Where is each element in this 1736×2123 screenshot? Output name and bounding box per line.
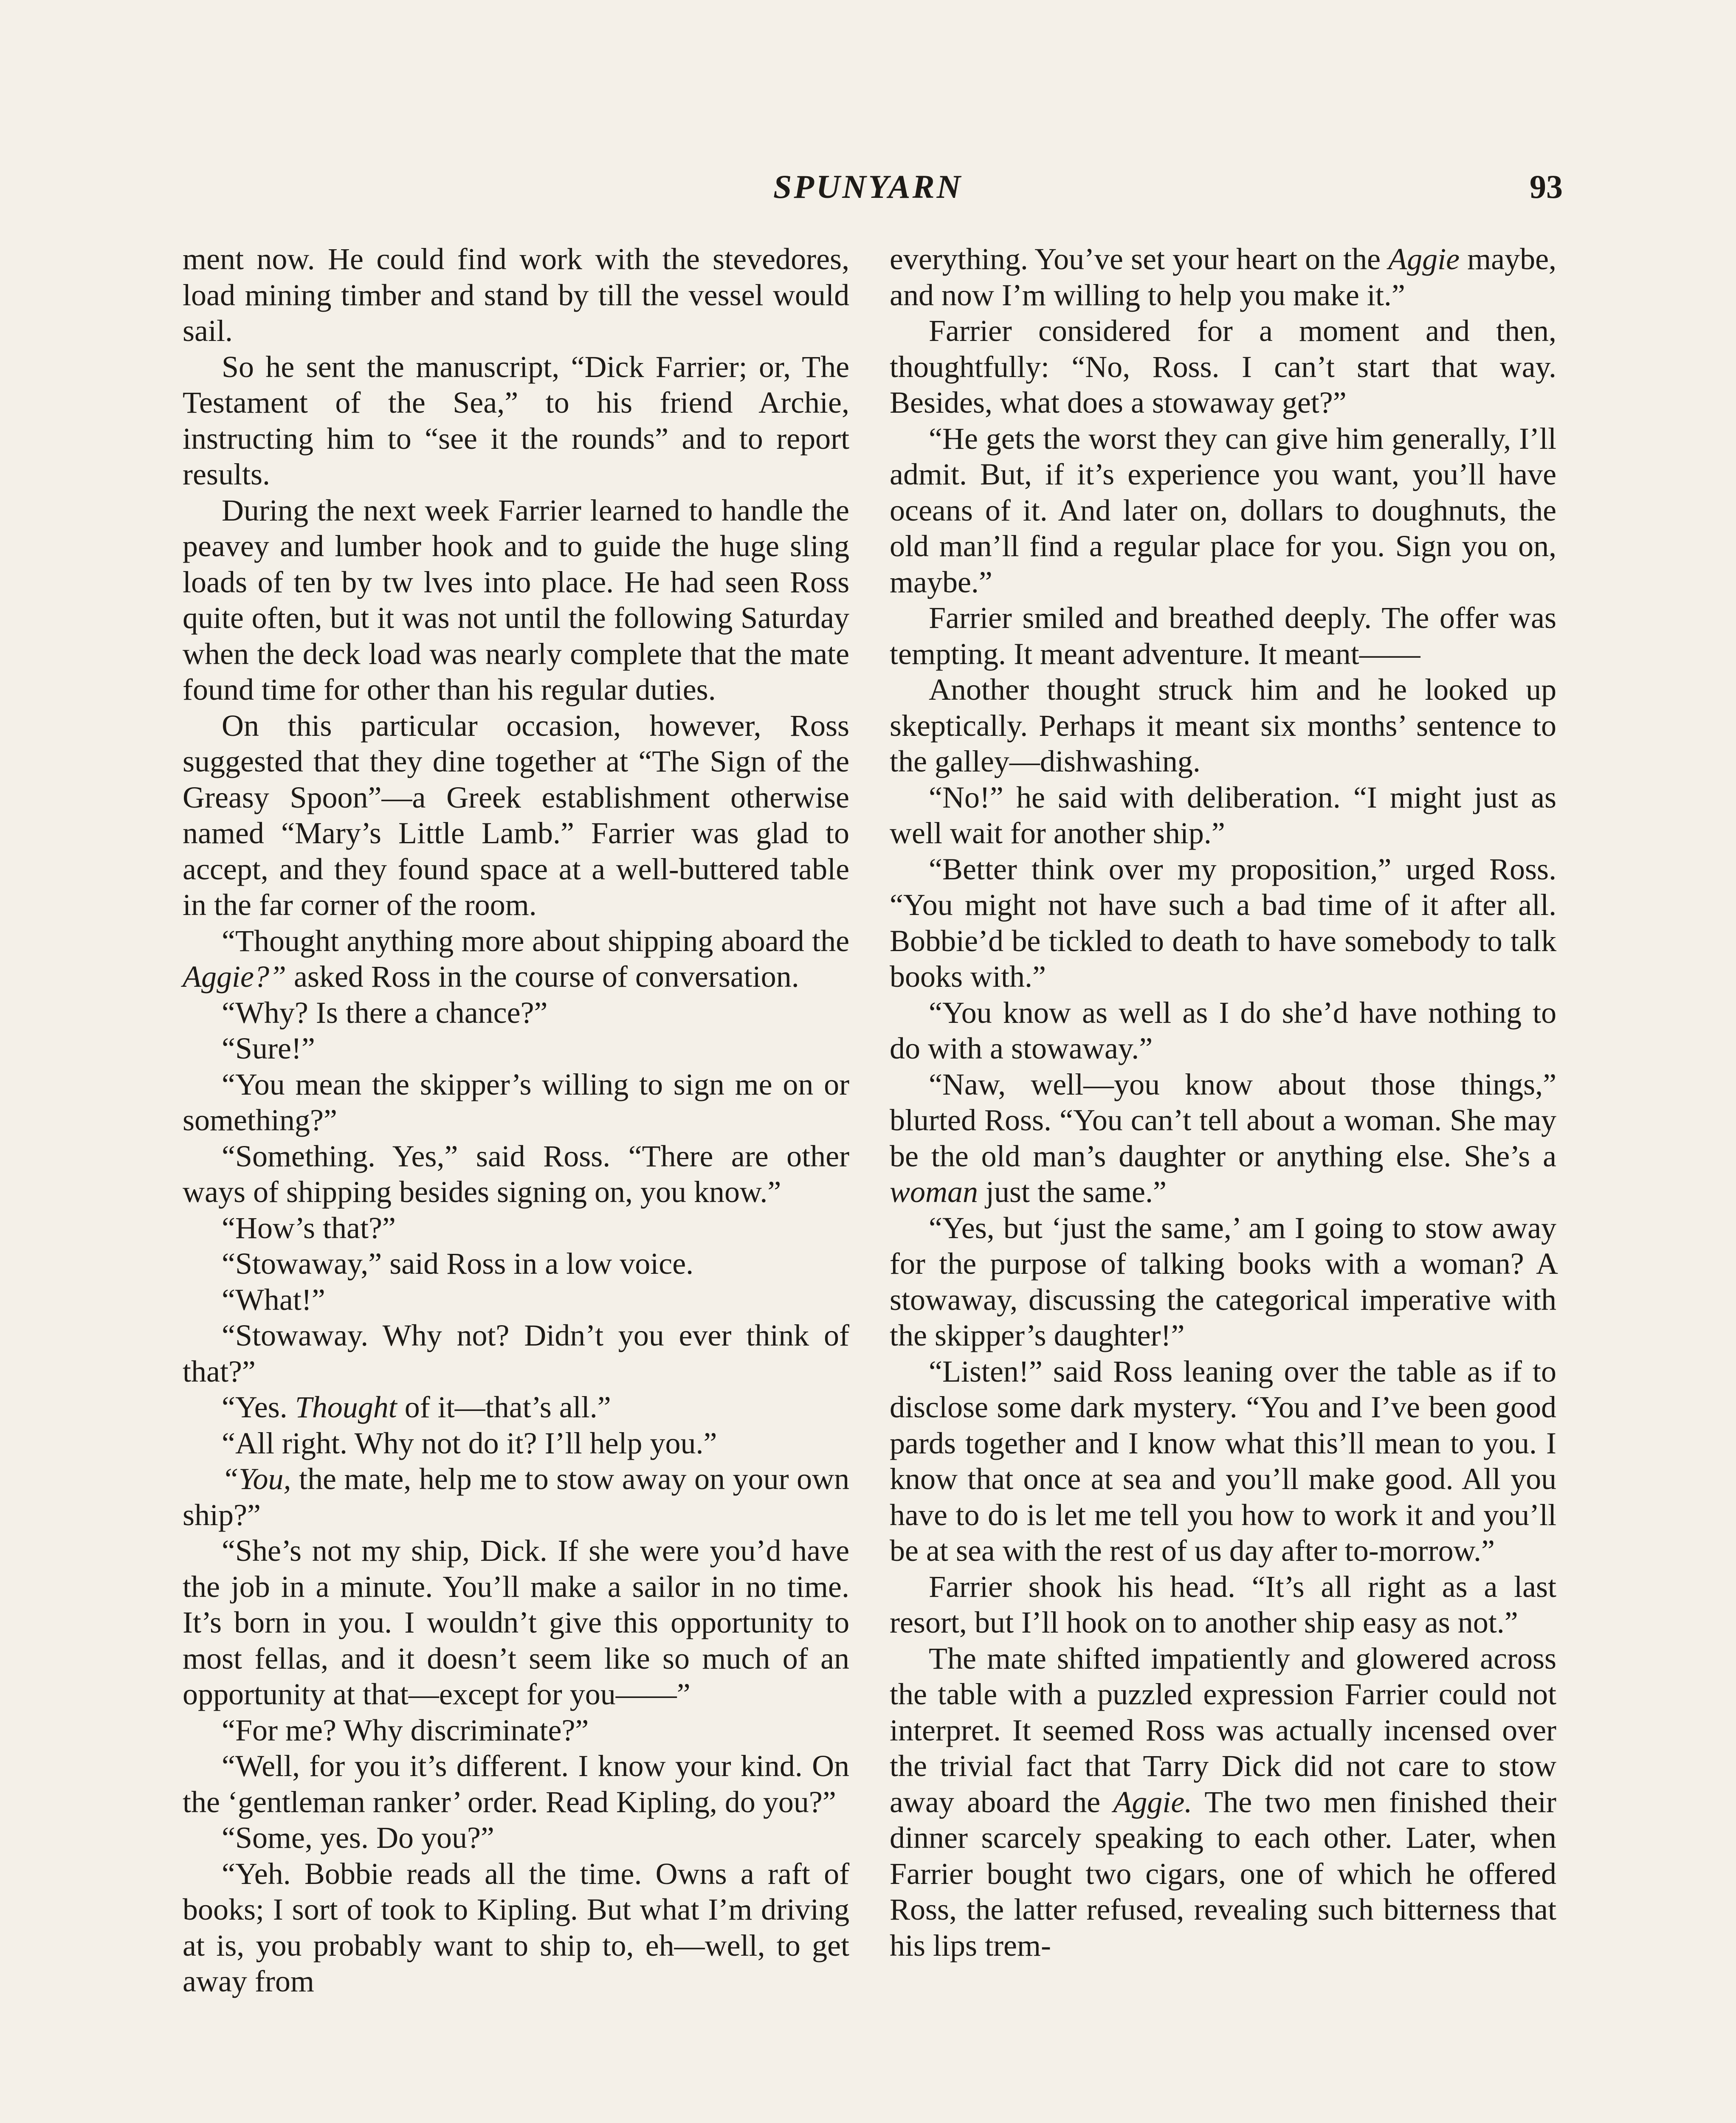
- paragraph: The mate shifted impatiently and glowered across the table with a puzzled expression Farrier could not interpret. It seemed Ross was actually incensed over the trivial fact that Tarry Dick did not care to stow away aboard the Aggie. The two men finished their dinner scarcely speaking to each other. Later, when Farrier bought two cigars, one of which he offered Ross, the latter refused, revealing such bitterness that his lips trem-: [890, 1641, 1557, 1963]
- running-header-title: SPUNYARN: [773, 168, 963, 205]
- paragraph: Another thought struck him and he looked up skeptically. Perhaps it meant six months’ sentence to the galley—dishwashing.: [890, 673, 1557, 778]
- paragraph: “You know as well as I do she’d have nothing to do with a stowaway.”: [890, 995, 1557, 1065]
- text-column-left: [183, 241, 849, 1999]
- paragraph: Farrier shook his head. “It’s all right as a last resort, but I’ll hook on to another ship easy as not.”: [890, 1569, 1557, 1639]
- paragraph: “Yeh. Bobbie reads all the time. Owns a raft of books; I sort of took to Kipling. But what I’m driving at is, you probably want to ship to, eh—well, to get away from: [183, 1856, 850, 1998]
- paragraph: Farrier considered for a moment and then, thoughtfully: “No, Ross. I can’t start that way. Besides, what does a stowaway get?”: [890, 314, 1557, 420]
- paragraph: “Something. Yes,” said Ross. “There are other ways of shipping besides signing on, you know.”: [183, 1139, 850, 1209]
- paragraph: “How’s that?”: [222, 1211, 396, 1245]
- paragraph: “Naw, well—you know about those things,” blurted Ross. “You can’t tell about a woman. She may be the old man’s daughter or anything else. She’s a woman just the same.”: [890, 1067, 1557, 1209]
- paragraph: So he sent the manuscript, “Dick Farrier; or, The Testament of the Sea,” to his friend Archie, instructing him to “see it the rounds” and to report results.: [183, 349, 850, 491]
- paragraph: “All right. Why not do it? I’ll help you.”: [222, 1426, 717, 1460]
- page-number: 93: [1530, 168, 1563, 205]
- paragraph: “Thought anything more about shipping aboard the Aggie?” asked Ross in the course of conversation.: [183, 924, 850, 994]
- paragraph: On this particular occasion, however, Ross suggested that they dine together at “The Sign of the Greasy Spoon”—a Greek establishment otherwise named “Mary’s Little Lamb.” Farrier was glad to accept, and they found space at a well-buttered table in the far corner of the room.: [183, 708, 850, 922]
- paragraph: everything. You’ve set your heart on the Aggie maybe, and now I’m willing to help you make it.”: [890, 242, 1557, 312]
- paragraph: “Better think over my proposition,” urged Ross. “You might not have such a bad time of it after all. Bobbie’d be tickled to death to have somebody to talk books with.”: [890, 852, 1557, 994]
- paragraph: “Sure!”: [222, 1031, 315, 1065]
- text-column-right: [890, 241, 1556, 1963]
- paragraph: “For me? Why discriminate?”: [222, 1713, 589, 1747]
- paragraph: “You, the mate, help me to stow away on your own ship?”: [183, 1462, 850, 1532]
- paragraph: “She’s not my ship, Dick. If she were you’d have the job in a minute. You’ll make a sailor in no time. It’s born in you. I wouldn’t give this opportunity to most fellas, and it doesn’t seem like so much of an opportunity at that—except for you——”: [183, 1534, 850, 1711]
- paragraph: Farrier smiled and breathed deeply. The offer was tempting. It meant adventure. It meant——: [890, 601, 1557, 671]
- paragraph: “Why? Is there a chance?”: [222, 995, 548, 1030]
- paragraph: “Some, yes. Do you?”: [222, 1821, 494, 1855]
- paragraph: “Yes. Thought of it—that’s all.”: [222, 1390, 611, 1424]
- paragraph: ment now. He could find work with the stevedores, load mining timber and stand by till the vessel would sail.: [183, 242, 850, 348]
- paragraph: “Listen!” said Ross leaning over the table as if to disclose some dark mystery. “You and I’ve been good pards together and I know what this’ll mean to you. I know that once at sea and you’ll make good. All you have to do is let me tell you how to work it and you’ll be at sea with the rest of us day after to-morrow.”: [890, 1354, 1557, 1568]
- paragraph: “Stowaway,” said Ross in a low voice.: [222, 1247, 694, 1281]
- paragraph: During the next week Farrier learned to handle the peavey and lumber hook and to guide the huge sling loads of ten by tw lves into place. He had seen Ross quite often, but it was not until the following Saturday when the deck load was nearly complete that the mate found time for other than his regular duties.: [183, 493, 850, 707]
- paragraph: “You mean the skipper’s willing to sign me on or something?”: [183, 1067, 850, 1137]
- paragraph: “Stowaway. Why not? Didn’t you ever think of that?”: [183, 1318, 850, 1388]
- paragraph: “Well, for you it’s different. I know your kind. On the ‘gentleman ranker’ order. Read Kipling, do you?”: [183, 1749, 850, 1819]
- paragraph: “What!”: [222, 1282, 325, 1317]
- paragraph: “He gets the worst they can give him generally, I’ll admit. But, if it’s experience you want, you’ll have oceans of it. And later on, dollars to doughnuts, the old man’ll find a regular place for you. Sign you on, maybe.”: [890, 421, 1557, 599]
- paragraph: “No!” he said with deliberation. “I might just as well wait for another ship.”: [890, 780, 1557, 850]
- paragraph: “Yes, but ‘just the same,’ am I going to stow away for the purpose of talking books with a woman? A stowaway, discussing the categorical imperative with the skipper’s daughter!”: [890, 1211, 1557, 1352]
